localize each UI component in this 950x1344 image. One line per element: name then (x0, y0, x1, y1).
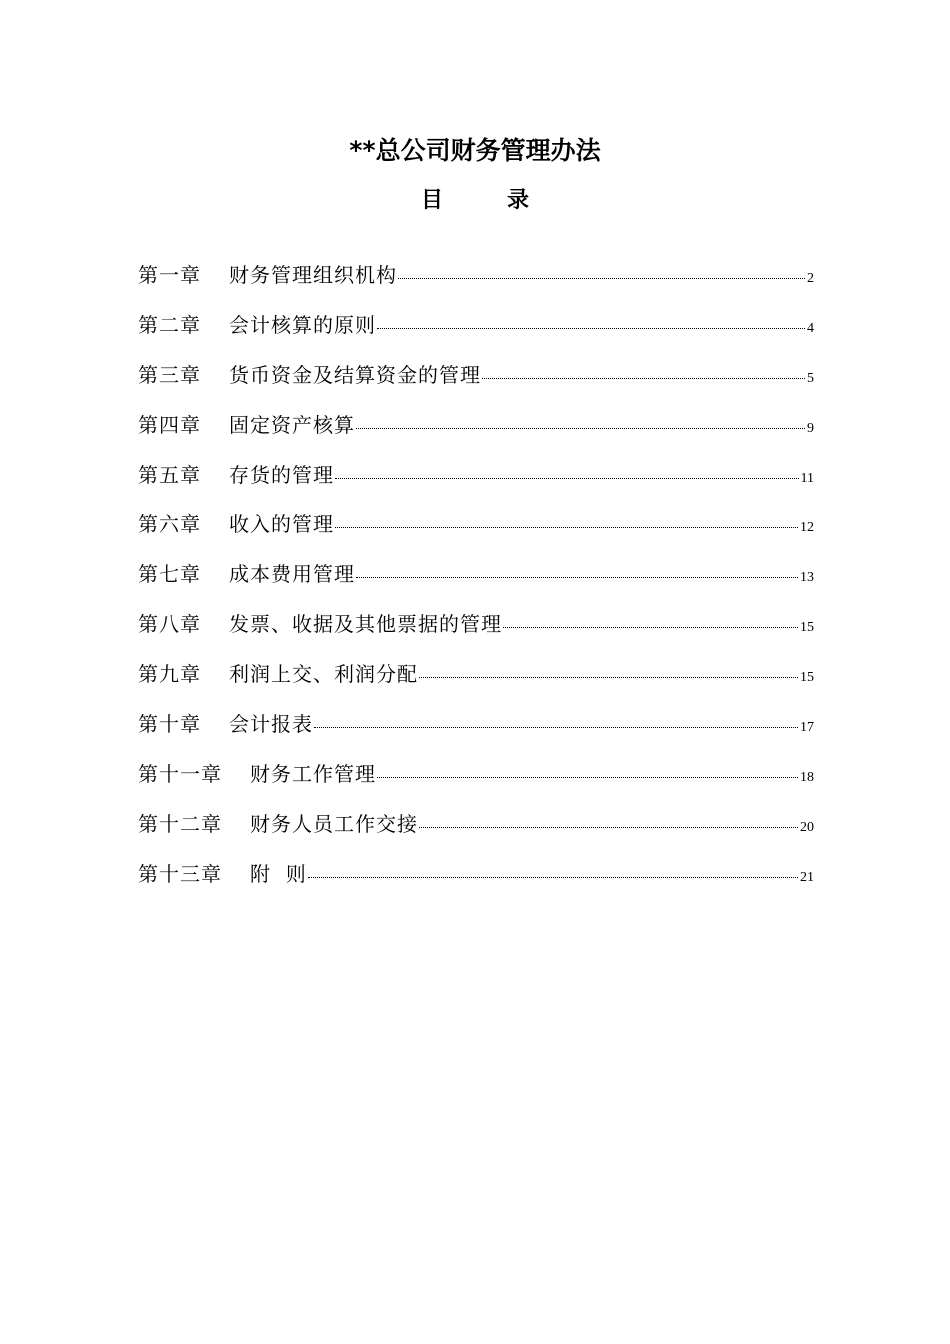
toc-title: 收入的管理 (229, 512, 334, 537)
toc-entry-6[interactable] (138, 506, 814, 556)
toc-title: 成本费用管理 (229, 562, 355, 587)
toc-chapter: 第十一章 (138, 761, 222, 786)
toc-heading (0, 184, 950, 218)
toc-page-number: 9 (807, 420, 814, 436)
toc-title: 利润上交、利润分配 (229, 662, 418, 687)
toc-entry-11[interactable] (138, 756, 814, 806)
toc-entry-9[interactable] (138, 656, 814, 706)
toc-chapter: 第九章 (138, 662, 201, 687)
toc-entry-8[interactable] (138, 606, 814, 656)
toc-leader (419, 827, 798, 828)
toc-entry-10[interactable] (138, 706, 814, 756)
toc-page-number: 20 (800, 819, 814, 835)
toc-entry-3[interactable] (138, 357, 814, 407)
toc-chapter: 第四章 (138, 412, 201, 437)
toc-title: 货币资金及结算资金的管理 (229, 362, 481, 387)
toc-page-number: 12 (800, 520, 814, 536)
toc-title: 财务管理组织机构 (229, 263, 397, 287)
toc-page-number: 21 (800, 869, 814, 885)
toc-page-number: 5 (807, 370, 814, 386)
toc-page-number: 15 (800, 670, 814, 686)
toc-title: 财务人员工作交接 (250, 811, 418, 836)
toc-chapter: 第八章 (138, 612, 201, 637)
toc-entry-1[interactable] (138, 257, 814, 307)
toc-chapter: 第十三章 (138, 861, 222, 886)
toc-leader (308, 877, 798, 878)
toc-page-number: 4 (807, 320, 814, 336)
toc-page-number: 15 (800, 620, 814, 636)
toc-chapter: 第六章 (138, 512, 201, 537)
toc-title: 会计核算的原则 (229, 312, 376, 337)
toc-title: 固定资产核算 (229, 412, 355, 437)
toc-leader (377, 328, 805, 329)
toc-page-number: 2 (807, 271, 814, 286)
toc-entry-13[interactable] (138, 856, 814, 906)
toc-chapter: 第三章 (138, 362, 201, 387)
toc-title: 财务工作管理 (250, 761, 376, 786)
toc-chapter: 第一章 (138, 263, 201, 287)
toc-leader (314, 727, 798, 728)
toc-entry-2[interactable] (138, 307, 814, 357)
toc-leader (482, 378, 805, 379)
toc-page-number: 18 (800, 769, 814, 785)
toc-leader (356, 428, 805, 429)
toc-heading-left: 目 (420, 188, 443, 213)
toc-leader (377, 777, 798, 778)
toc-chapter: 第十章 (138, 712, 201, 737)
toc-title: 存货的管理 (229, 462, 334, 487)
toc-title: 附 则 (250, 861, 307, 886)
toc-leader (335, 527, 798, 528)
toc-chapter: 第二章 (138, 312, 201, 337)
toc-leader (419, 677, 798, 678)
toc-leader (356, 577, 798, 578)
toc-page-number: 11 (800, 470, 814, 486)
toc-chapter: 第七章 (138, 562, 201, 587)
toc-entry-7[interactable] (138, 556, 814, 606)
toc-chapter: 第十二章 (138, 811, 222, 836)
toc-leader (503, 627, 798, 628)
toc-page-number: 13 (800, 570, 814, 586)
document-title: **总公司财务管理办法 (349, 136, 601, 165)
table-of-contents (138, 257, 814, 906)
toc-entry-4[interactable] (138, 407, 814, 457)
toc-entry-12[interactable] (138, 806, 814, 856)
toc-leader (335, 478, 799, 479)
toc-title: 会计报表 (229, 712, 313, 737)
toc-chapter: 第五章 (138, 462, 201, 487)
toc-heading-right: 录 (507, 188, 530, 213)
toc-leader (398, 278, 805, 279)
toc-entry-5[interactable] (138, 457, 814, 507)
toc-title: 发票、收据及其他票据的管理 (229, 612, 502, 637)
toc-page-number: 17 (800, 720, 814, 736)
